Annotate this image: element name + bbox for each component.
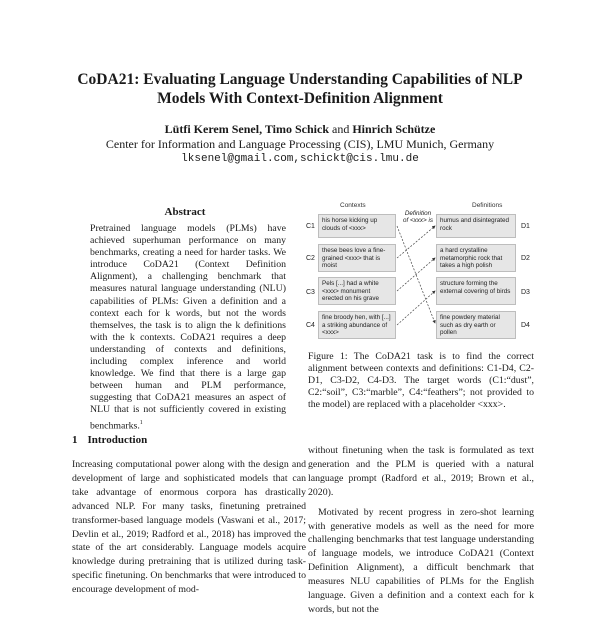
abstract-heading: Abstract: [164, 206, 206, 218]
definition-label: D4: [521, 322, 530, 329]
emails: lksenel@gmail.com,schickt@cis.lmu.de: [181, 153, 419, 165]
title-line-2: Models With Context-Definition Alignment: [157, 90, 443, 107]
definition-box: fine powdery material such as dry earth or pollen: [436, 311, 516, 339]
alignment-arrows: [304, 198, 540, 343]
authors: [40, 122, 560, 137]
definition-box: a hard crystalline metamorphic rock that takes a high polish: [436, 244, 516, 272]
authors-bold: Lütfi Kerem Senel, Timo Schick: [164, 122, 329, 136]
context-label: C1: [306, 223, 315, 230]
definition-center-label: Definition of <xxx> is: [402, 210, 434, 225]
title-line-1: CoDA21: Evaluating Language Understanding Capabilities of NLP: [77, 71, 523, 88]
right-column: [308, 444, 534, 623]
arrow-c3-d2: [397, 258, 435, 291]
author-3: Hinrich Schütze: [352, 122, 436, 136]
definition-label: D3: [521, 289, 530, 296]
context-label: C4: [306, 322, 315, 329]
right-para-1: without finetuning when the task is formulated as text generation and the PLM is queried with a natural language prompt (Radford et al., 2019; Brown et al., 2020).: [308, 445, 534, 498]
context-label: C2: [306, 255, 315, 262]
context-box: these bees love a fine-grained <xxx> that is moist: [318, 244, 396, 272]
footnote-mark: 1: [139, 419, 143, 426]
section-number: 1: [72, 434, 78, 446]
contexts-header: Contexts: [340, 202, 366, 209]
context-box: Pels [...] had a white <xxx> monument erected on his grave: [318, 277, 396, 305]
abstract-body: Pretrained language models (PLMs) have achieved superhuman performance on many benchmarks, creating a need for harder tasks. We introduce CoDA21 (Context Definition Alignment), a challenging benchmark that measures natural language understanding (NLU) capabilities of PLMs: Given a definition and a context each for k words, but not the words themselves, the task is to align the k definitions with the k contexts. CoDA21 requires a deep understanding of contexts and definitions, including complex inference and world knowledge. We find that there is a large gap between human and PLM performance, suggesting that CoDA21 measures an aspect of NLU that is not sufficiently covered in existing benchmarks.: [90, 223, 286, 431]
intro-heading: [72, 434, 157, 446]
arrow-c2-d1: [397, 226, 435, 258]
context-box: his horse kicking up clouds of <xxx>: [318, 214, 396, 238]
figure-1: [304, 198, 540, 338]
affiliation: Center for Information and Language Processing (CIS), LMU Munich, Germany: [105, 137, 495, 151]
definition-box: humus and disintegrated rock: [436, 214, 516, 238]
definition-label: D2: [521, 255, 530, 262]
definition-box: structure forming the external covering of birds: [436, 277, 516, 305]
paper-title: [40, 70, 560, 108]
definition-label: D1: [521, 223, 530, 230]
section-title: Introduction: [87, 434, 148, 446]
intro-text: Increasing computational power along with the design and development of large and sophisticated models that can take advantage of enormous corpora has drastically advanced NLP. For many tasks, finetuning pretrained transformer-based language models (Vaswani et al., 2017; Devlin et al., 2019; Radford et al., 2018) has improved the state of the art considerably. Language models acquire knowledge during pretraining that is utilized during task-specific finetuning. On benchmarks that were introduced to encourage development of mod-: [72, 459, 306, 596]
figure-caption: Figure 1: The CoDA21 task is to find the correct alignment between contexts and definitions: C1-D4, C2-D1, C3-D2, C4-D3. The target words (C1:“dust”, C2:“soil”, C3:“marble”, C4:“feathers”; not provided to the model) are replaced with a placeholder <xxx>.: [308, 351, 534, 411]
authors-and: and: [332, 122, 350, 136]
context-label: C3: [306, 289, 315, 296]
abstract-text: [90, 223, 286, 432]
definitions-header: Definitions: [472, 202, 503, 209]
context-box: fine broody hen, with [...] a striking abundance of <xxx>: [318, 311, 396, 339]
right-para-2: Motivated by recent progress in zero-shot learning with generative models as well as the need for more challenging benchmarks that test language understanding of language models, we introduce CoDA21 (Context Definition Alignment), a difficult benchmark that measures NLU capabilities of PLMs for the English language. Given a definition and a context each for k words, but not the: [308, 506, 534, 615]
